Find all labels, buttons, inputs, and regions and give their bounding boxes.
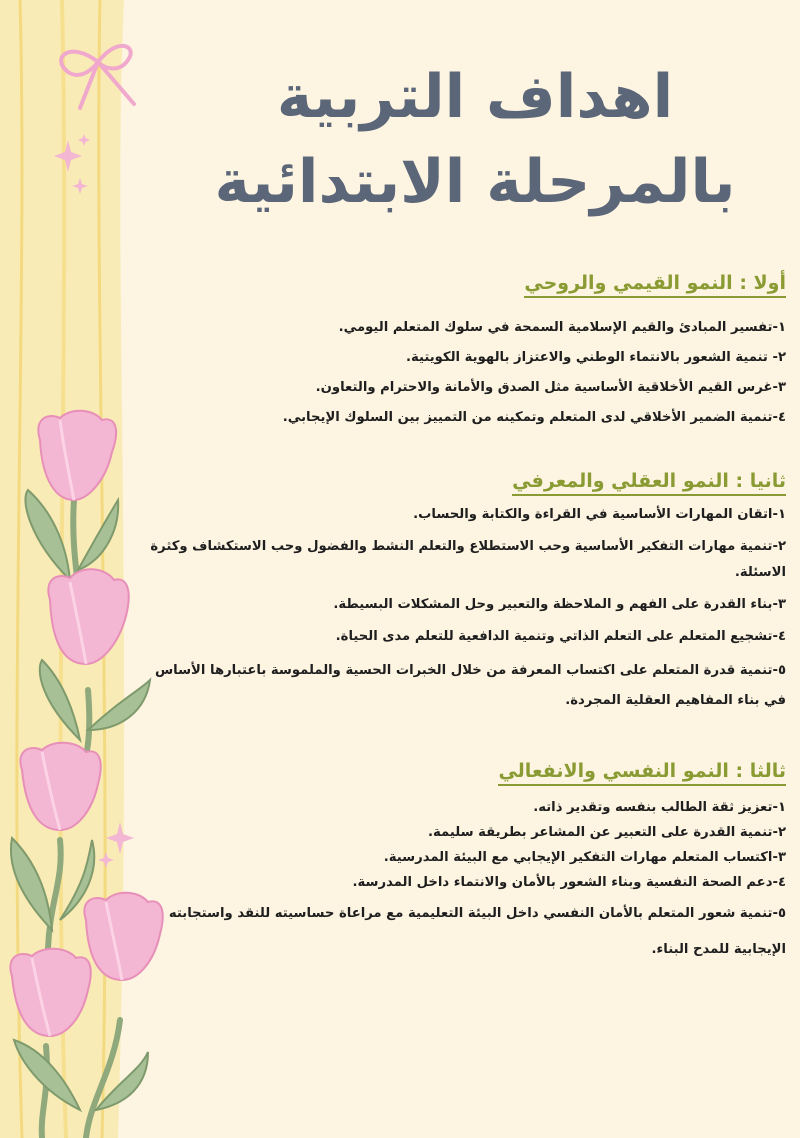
list-item: ٤-دعم الصحة النفسية وبناء الشعور بالأمان والانتماء داخل المدرسة.	[352, 875, 786, 890]
list-item: ٤-تنمية الضمير الأخلاقي لدى المتعلم وتمكينه من التمييز بين السلوك الإيجابي.	[282, 410, 786, 425]
list-item: ٥-تنمية قدرة المتعلم على اكتساب المعرفة من خلال الخبرات الحسية والملموسة باعتبارها الأساس في بناء المفاهيم العقلية المجردة.	[154, 663, 786, 708]
section-heading: ثالثا : النمو النفسي والانفعالي	[498, 760, 786, 786]
section-heading: ثانيا : النمو العقلي والمعرفي	[512, 470, 786, 496]
goals-list	[150, 796, 786, 968]
section-spiritual-growth	[150, 272, 786, 434]
title-line-2: بالمرحلة الابتدائية	[214, 147, 736, 217]
list-item: ١-تفسير المبادئ والقيم الإسلامية السمحة في سلوك المتعلم اليومي.	[338, 320, 786, 335]
goals-list	[150, 502, 786, 716]
list-item: ١-اتقان المهارات الأساسية في القراءة والكتابة والحساب.	[413, 507, 786, 522]
list-item: ٥-تنمية شعور المتعلم بالأمان النفسي داخل البيئة التعليمية مع مراعاة حساسيته للنقد واستجابته الإيجابية للمدح البناء.	[168, 906, 786, 957]
goals-list	[150, 314, 786, 431]
list-item: ٢-تنمية القدرة على التعبير عن المشاعر بطريقة سليمة.	[428, 825, 786, 840]
page-title	[170, 55, 780, 225]
list-item: ٣-بناء القدرة على الفهم و الملاحظة والتعبير وحل المشكلات البسيطة.	[333, 597, 786, 612]
tulip-decoration	[0, 0, 170, 1138]
list-item: ٣-اكتساب المتعلم مهارات التفكير الإيجابي مع البيئة المدرسية.	[383, 850, 786, 865]
section-emotional-growth	[150, 760, 786, 969]
list-item: ٢-تنمية مهارات التفكير الأساسية وحب الاستطلاع والتعلم النشط والفضول وحب الاستكشاف وكثرة الاسئلة.	[150, 539, 786, 580]
section-heading: أولا : النمو القيمي والروحي	[524, 272, 786, 298]
section-cognitive-growth	[150, 470, 786, 722]
list-item: ٣-غرس القيم الأخلاقية الأساسية مثل الصدق والأمانة والاحترام والتعاون.	[315, 380, 786, 395]
list-item: ٤-تشجيع المتعلم على التعلم الذاتي وتنمية الدافعية للتعلم مدى الحياة.	[335, 629, 786, 644]
list-item: ١-تعزيز ثقة الطالب بنفسه وتقدير ذاته.	[533, 800, 786, 815]
list-item: ٢- تنمية الشعور بالانتماء الوطني والاعتزاز بالهوية الكويتية.	[405, 350, 786, 365]
title-line-1: اهداف التربية	[276, 62, 674, 132]
